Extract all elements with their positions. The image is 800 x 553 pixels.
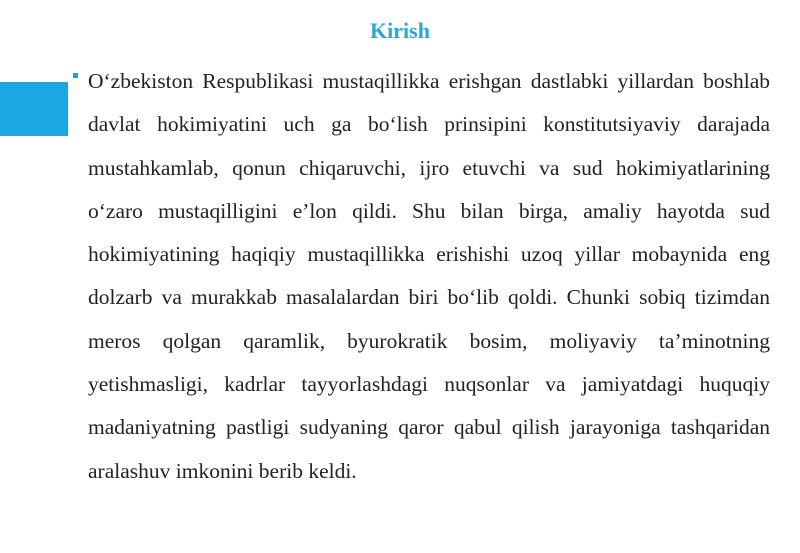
- bullet-marker: [73, 73, 78, 78]
- accent-block: [0, 82, 68, 136]
- body-paragraph: O‘zbekiston Respublikasi mustaqillikka erishgan dastlabki yillardan boshlab davlat hokimiyatini uch ga bo‘lish prinsipini konstitutsiyaviy darajada mustahkamlab, qonun chiqaruvchi, ijro etuvchi va sud hokimiyatlarining o‘zaro mustaqilligini e’lon qildi. Shu bilan birga, amaliy hayotda sud hokimiyatining haqiqiy mustaqillikka erishishi uzoq yillar mobaynida eng dolzarb va murakkab masalalardan biri bo‘lib qoldi. Chunki sobiq tizimdan meros qolgan qaramlik, byurokratik bosim, moliyaviy ta’minotning yetishmasligi, kadrlar tayyorlashdagi nuqsonlar va jamiyatdagi huquqiy madaniyatning pastligi sudyaning qaror qabul qilish jarayoniga tashqaridan aralashuv imkonini berib keldi.: [88, 69, 770, 483]
- slide-title: Kirish: [370, 18, 430, 43]
